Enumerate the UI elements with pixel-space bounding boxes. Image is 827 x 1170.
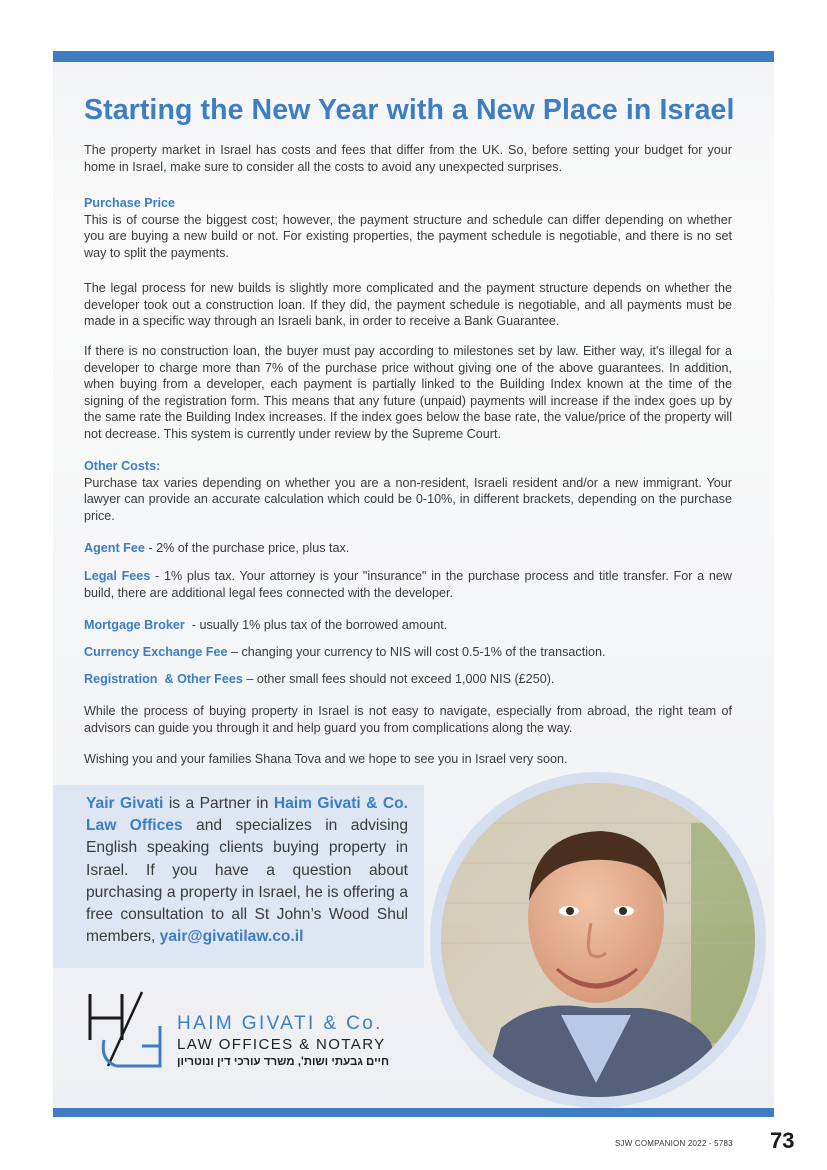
closing-paragraph-2-block <box>84 751 732 768</box>
fee-row-currency <box>84 644 732 661</box>
other-costs-heading: Other Costs: <box>84 459 161 473</box>
portrait-illustration <box>441 783 755 1097</box>
fee-text: – other small fees should not exceed 1,000 NIS (£250). <box>242 672 555 686</box>
bio-firm: Haim Givati & Co. Law Offices <box>86 795 409 835</box>
portrait-photo <box>441 783 755 1097</box>
fee-text: - 2% of the purchase price, plus tax. <box>144 541 350 555</box>
intro-paragraph: The property market in Israel has costs and fees that differ from the UK. So, before setting your budget for your home in Israel, make sure to consider all the costs to avoid any unexpected surprises. <box>84 143 732 174</box>
purchase-price-p2: The legal process for new builds is slightly more complicated and the payment structure depends on whether the developer took out a construction loan. If they did, the payment schedule is negotiable, and all payments must be made in a specific way through an Israeli bank, in order to receive a Bank Guarantee. <box>84 281 732 329</box>
other-costs-section <box>84 458 732 524</box>
purchase-price-p2-block <box>84 280 732 330</box>
footer-publication: SJW COMPANION 2022 - 5783 <box>615 1139 733 1148</box>
fee-row-mortgage <box>84 617 732 634</box>
bio-text-part: and specializes in advising English speaking clients buying property in Israel. If you have a question about purchasing a property in Israel, he is offering a free consultation to all St John’s Wood Shul members, <box>86 817 408 946</box>
purchase-price-heading: Purchase Price <box>84 196 176 210</box>
fee-row-registration <box>84 671 732 688</box>
bio-email-link[interactable]: yair@givatilaw.co.il <box>159 928 304 946</box>
other-costs-p1: Purchase tax varies depending on whether you are a non-resident, Israeli resident and/or a new immigrant. Your lawyer can provide an accurate calculation which could be 0-10%, in different brackets, depending on the purchase price. <box>84 475 732 523</box>
closing-paragraph-1-block <box>84 703 732 736</box>
fee-row-agent <box>84 540 732 557</box>
purchase-price-p3-block <box>84 343 732 443</box>
fee-text: - 1% plus tax. Your attorney is your "insurance" in the purchase process and title transfer. For a new build, there are additional legal fees connected with the developer. <box>84 569 732 600</box>
article-title: Starting the New Year with a New Place in Israel <box>84 94 735 126</box>
logo-subtitle: LAW OFFICES & NOTARY <box>177 1036 386 1053</box>
fee-label: Registration & Other Fees <box>84 672 243 686</box>
bio-text-part: is a Partner in <box>163 795 274 812</box>
purchase-price-p3: If there is no construction loan, the buyer must pay according to milestones set by law. Either way, it's illegal for a developer to charge more than 7% of the purchase price without giving one of the above guarantees. In addition, when buying from a developer, each payment is partially linked to the Building Index known at the time of the signing of the registration form. This means that any future (unpaid) payments will increase if the index goes up by the same rate the Building Index increases. If the index goes below the base rate, the value/price of the property will not decrease. This system is currently under review by the Supreme Court. <box>84 344 732 441</box>
closing-paragraph-2: Wishing you and your families Shana Tova and we hope to see you in Israel very soon. <box>84 752 568 766</box>
fee-text: – changing your currency to NIS will cost 0.5-1% of the transaction. <box>227 645 606 659</box>
fee-label: Currency Exchange Fee <box>84 645 228 659</box>
bottom-accent-bar <box>53 1108 774 1117</box>
article-intro <box>84 142 732 175</box>
fee-row-legal <box>84 568 732 601</box>
top-accent-bar <box>53 51 774 62</box>
purchase-price-section <box>84 195 732 261</box>
page-number: 73 <box>770 1128 795 1153</box>
fee-label: Agent Fee <box>84 541 145 555</box>
purchase-price-p1: This is of course the biggest cost; however, the payment structure and schedule can differ depending on whether you are buying a new build or not. For existing properties, the payment schedule is negotiable, and there is no set way to split the payments. <box>84 212 732 260</box>
fee-text: - usually 1% plus tax of the borrowed amount. <box>184 618 448 632</box>
fee-label: Legal Fees <box>84 569 151 583</box>
logo-firm-name: HAIM GIVATI & Co. <box>177 1013 383 1034</box>
logo-hebrew-text: חיים גבעתי ושות', משרד עורכי דין ונוטריון <box>177 1056 390 1068</box>
fee-label: Mortgage Broker <box>84 618 185 632</box>
bio-name: Yair Givati <box>86 795 164 812</box>
closing-paragraph-1: While the process of buying property in Israel is not easy to navigate, especially from abroad, the right team of advisors can guide you through it and help guard you from complications along the way. <box>84 704 732 735</box>
bio-text <box>86 793 408 948</box>
hg-monogram-icon <box>86 988 166 1070</box>
